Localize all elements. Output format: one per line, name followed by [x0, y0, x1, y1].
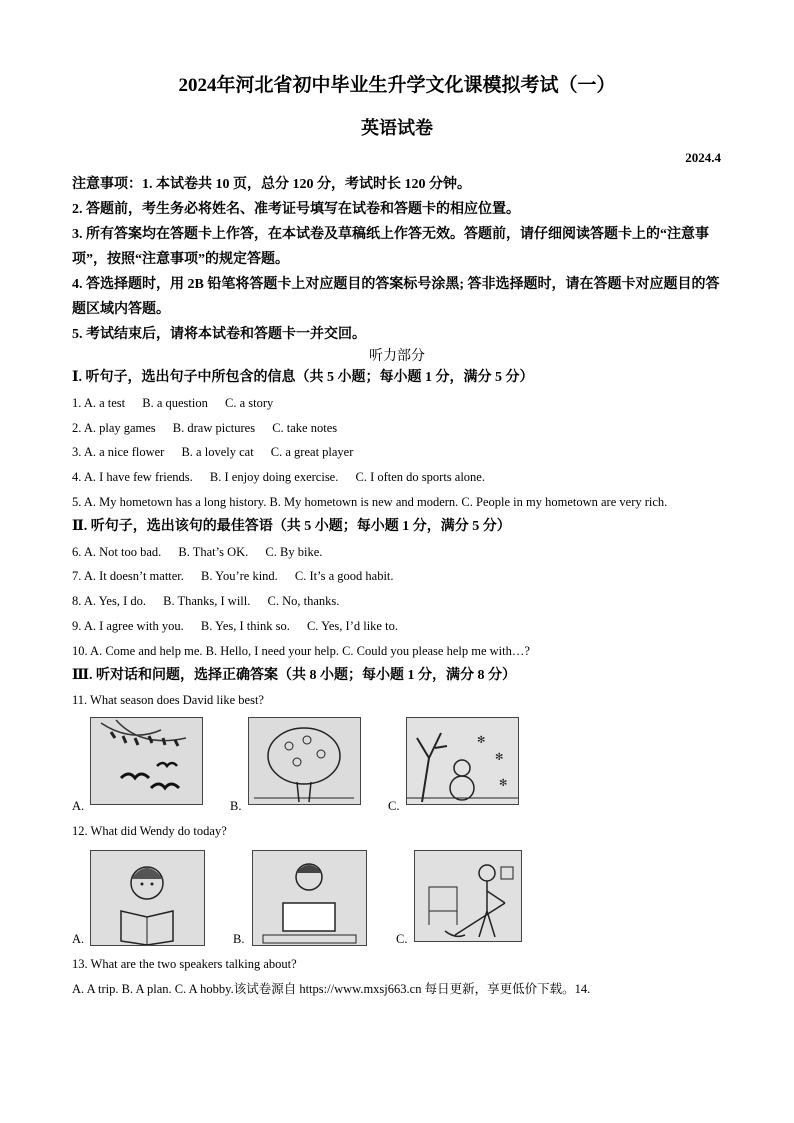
- question-13-options: A. A trip. B. A plan. C. A hobby.该试卷源自 https://www.mxsj663.cn 每日更新，享更低价下载。14.: [72, 981, 591, 996]
- question-11-pictures: [72, 717, 724, 819]
- option-a: A. a nice flower: [83, 445, 165, 460]
- option-b: B. draw pictures: [172, 420, 256, 435]
- question-8: [72, 589, 724, 614]
- picture-label-a: A.: [72, 932, 85, 947]
- picture-label-a: A.: [72, 799, 85, 814]
- picture-label-b: B.: [230, 799, 242, 814]
- question-number: 3.: [72, 445, 82, 460]
- option-a: A. I have few friends.: [83, 470, 193, 485]
- option-c: C. a story: [225, 395, 274, 410]
- note-5: 5. 考试结束后，请将本试卷和答题卡一并交回。: [72, 327, 366, 342]
- svg-text:✻: ✻: [495, 752, 504, 764]
- exam-date: 2024.4: [685, 150, 721, 165]
- option-c: C. No, thanks.: [267, 594, 340, 609]
- option-c: C. I often do sports alone.: [355, 470, 485, 485]
- option-b: B. You’re kind.: [201, 569, 278, 584]
- question-number: 1.: [72, 395, 82, 410]
- exam-title: 2024年河北省初中毕业生升学文化课模拟考试（一）: [178, 75, 616, 96]
- option-b: B. That’s OK.: [178, 544, 249, 559]
- option-a: A. play games: [83, 420, 156, 435]
- question-6: [72, 540, 724, 565]
- question-5: 5. A. My hometown has a long history. B. My hometown is new and modern. C. People in my hometown are very rich.: [72, 494, 668, 509]
- note-1: 注意事项：1. 本试卷共 10 页，总分 120 分，考试时长 120 分钟。: [72, 177, 471, 192]
- section-2-heading: Ⅱ. 听句子，选出该句的最佳答语（共 5 小题；每小题 1 分，满分 5 分）: [72, 518, 511, 534]
- question-3: [72, 440, 724, 465]
- option-b: B. I enjoy doing exercise.: [209, 470, 339, 485]
- question-number: 7.: [72, 569, 82, 584]
- boy-computer-picture: [252, 850, 367, 946]
- question-11: 11. What season does David like best?: [72, 693, 264, 708]
- option-b: B. Thanks, I will.: [163, 594, 251, 609]
- picture-label-c: C.: [388, 799, 400, 814]
- question-4: [72, 465, 724, 490]
- question-10: 10. A. Come and help me. B. Hello, I need your help. C. Could you please help me with…?: [72, 643, 530, 658]
- question-12-pictures: [72, 850, 724, 952]
- section-3-heading: Ⅲ. 听对话和问题，选择正确答案（共 8 小题；每小题 1 分，满分 8 分）: [72, 667, 517, 683]
- girl-sweeping-picture: [414, 850, 522, 942]
- listening-part-title: 听力部分: [369, 349, 425, 364]
- svg-text:✻: ✻: [477, 735, 486, 747]
- question-1: [72, 391, 724, 416]
- snowman-picture: [406, 717, 519, 805]
- option-c: C. Yes, I’d like to.: [306, 618, 398, 633]
- option-a: A. It doesn’t matter.: [83, 569, 184, 584]
- question-number: 4.: [72, 470, 82, 485]
- option-c: C. a great player: [270, 445, 354, 460]
- option-b: B. a question: [142, 395, 208, 410]
- svg-text:✻: ✻: [499, 778, 508, 790]
- option-a: A. I agree with you.: [83, 618, 184, 633]
- option-a: A. a test: [83, 395, 126, 410]
- girl-reading-picture: [90, 850, 205, 946]
- note-4: 4. 答选择题时，用 2B 铅笔将答题卡上对应题目的答案标号涂黑; 答非选择题时，请在答题卡对应题目的答题区域内答题。: [72, 277, 720, 317]
- note-2: 2. 答题前，考生务必将姓名、准考证号填写在试卷和答题卡的相应位置。: [72, 202, 520, 217]
- picture-label-b: B.: [233, 932, 245, 947]
- fruit-tree-picture: [248, 717, 361, 805]
- question-number: 2.: [72, 420, 82, 435]
- option-b: B. Yes, I think so.: [200, 618, 290, 633]
- option-c: C. It’s a good habit.: [294, 569, 394, 584]
- picture-label-c: C.: [396, 932, 408, 947]
- question-2: [72, 416, 724, 441]
- question-number: 9.: [72, 618, 82, 633]
- option-c: C. take notes: [272, 420, 338, 435]
- option-c: C. By bike.: [265, 544, 323, 559]
- questions-body: [72, 366, 724, 1002]
- option-a: A. Yes, I do.: [83, 594, 146, 609]
- section-1-heading: Ⅰ. 听句子，选出句子中所包含的信息（共 5 小题；每小题 1 分，满分 5 分）: [72, 370, 534, 385]
- question-9: [72, 614, 724, 639]
- swallows-and-willow-picture: [90, 717, 203, 805]
- question-13: 13. What are the two speakers talking about?: [72, 956, 297, 971]
- question-number: 8.: [72, 594, 82, 609]
- question-number: 6.: [72, 544, 82, 559]
- option-a: A. Not too bad.: [83, 544, 162, 559]
- notes-block: [72, 172, 724, 347]
- note-3: 3. 所有答案均在答题卡上作答，在本试卷及草稿纸上作答无效。答题前，请仔细阅读答题卡上的“注意事项”，按照“注意事项”的规定答题。: [72, 227, 709, 267]
- exam-subtitle: 英语试卷: [361, 118, 433, 138]
- question-7: [72, 564, 724, 589]
- option-b: B. a lovely cat: [181, 445, 254, 460]
- question-12: 12. What did Wendy do today?: [72, 824, 227, 839]
